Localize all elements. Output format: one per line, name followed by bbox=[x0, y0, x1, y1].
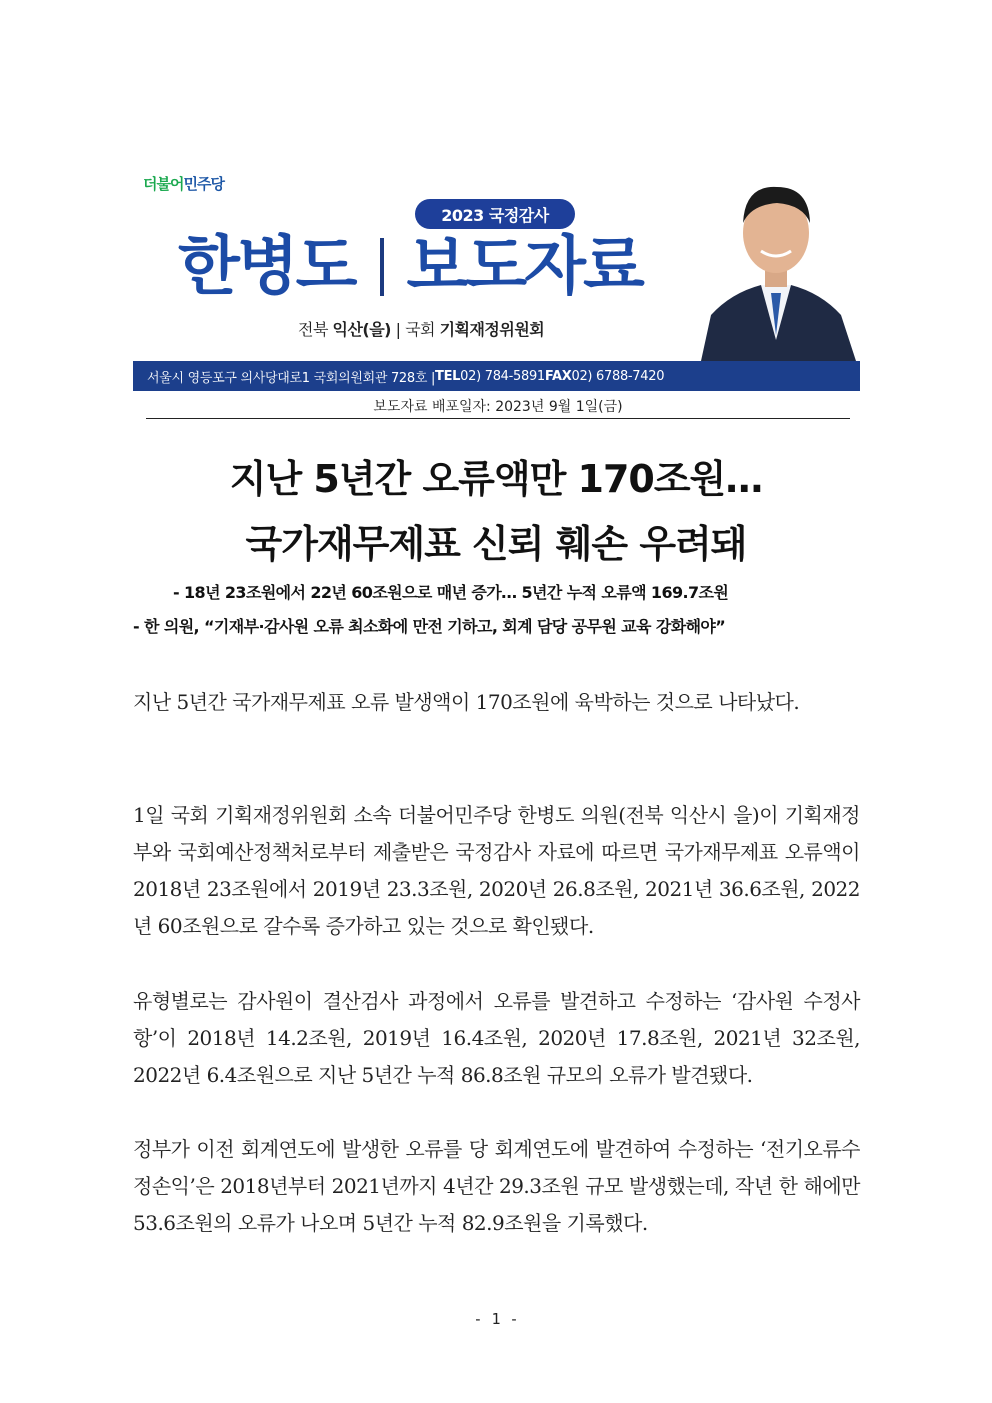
year-badge: 2023 국정감사 bbox=[415, 199, 575, 229]
page-number: - 1 - bbox=[473, 1310, 519, 1328]
banner-title bbox=[178, 227, 642, 307]
subheads bbox=[133, 576, 860, 644]
paragraph-3: 유형별로는 감사원이 결산검사 과정에서 오류를 발견하고 수정하는 ‘감사원 수정사항’이 2018년 14.2조원, 2019년 16.4조원, 2020년 17.8조원, 2021년 32조원, 2022년 6.4조원으로 지난 5년간 누적 86.8조원 규모의 오류가 발견됐다. bbox=[133, 989, 860, 1087]
contact-bar: 서울시 영등포구 의사당대로1 국회의원회관 728호 | TEL 02) 784-5891 FAX 02) 6788-7420 bbox=[133, 361, 860, 391]
legislator-photo bbox=[691, 165, 860, 361]
headline-line-2: 국가재무제표 신뢰 훼손 우려돼 bbox=[245, 522, 747, 566]
paragraph-1: 지난 5년간 국가재무제표 오류 발생액이 170조원에 육박하는 것으로 나타났다. bbox=[133, 690, 800, 714]
document-type: 보도자료 bbox=[406, 230, 642, 304]
legislator-name: 한병도 bbox=[178, 230, 355, 304]
subhead-2: - 한 의원, “기재부·감사원 오류 최소화에 만전 기하고, 회계 담당 공무원 교육 강화해야” bbox=[133, 617, 726, 636]
subhead-1: - 18년 23조원에서 22년 60조원으로 매년 증가… 5년간 누적 오류액 169.7조원 bbox=[173, 583, 729, 602]
party-logo: 더불어민주당 bbox=[143, 175, 224, 193]
headline-line-1: 지난 5년간 오류액만 170조원… bbox=[229, 457, 763, 501]
constituency-committee: 전북 익산(을) | 국회 기획재정위원회 bbox=[298, 320, 545, 339]
title-divider bbox=[380, 238, 384, 296]
press-release-header bbox=[133, 165, 860, 393]
paragraph-4: 정부가 이전 회계연도에 발생한 오류를 당 회계연도에 발견하여 수정하는 ‘전기오류수정손익’은 2018년부터 2021년까지 4년간 29.3조원 규모 발생했는데, 작년 한 해에만 53.6조원의 오류가 나오며 5년간 누적 82.9조원을 기록했다. bbox=[133, 1137, 860, 1235]
release-date: 보도자료 배포일자: 2023년 9월 1일(금) bbox=[146, 396, 850, 419]
paragraph-2: 1일 국회 기획재정위원회 소속 더불어민주당 한병도 의원(전북 익산시 을)이 기획재정부와 국회예산정책처로부터 제출받은 국정감사 자료에 따르면 국가재무제표 오류액이 2018년 23조원에서 2019년 23.3조원, 2020년 26.8조원, 2021년 36.6조원, 2022년 60조원으로 갈수록 증가하고 있는 것으로 확인됐다. bbox=[133, 803, 860, 938]
